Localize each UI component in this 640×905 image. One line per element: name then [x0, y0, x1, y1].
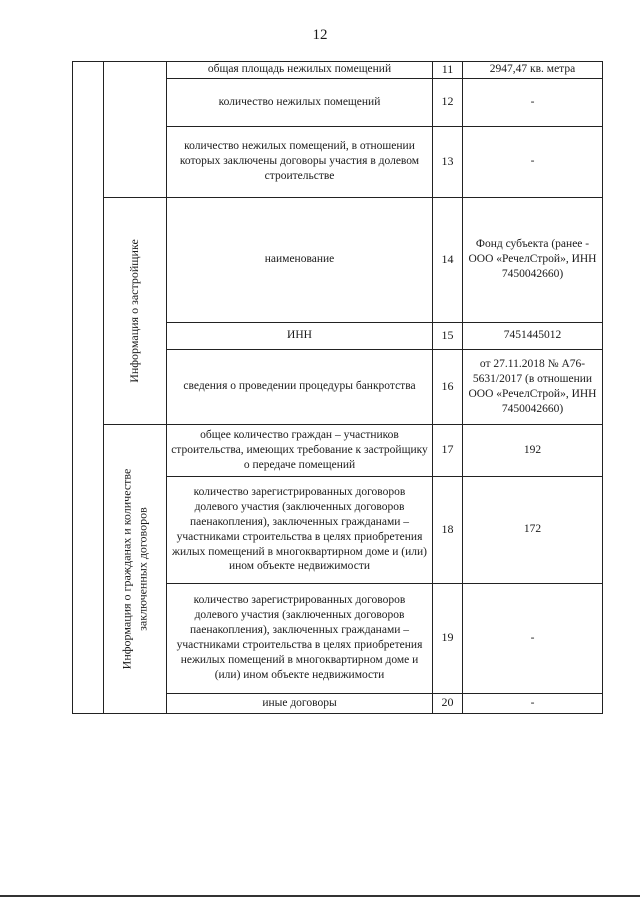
bottom-scan-edge [0, 895, 640, 897]
row-label: количество зарегистрированных договоров долевого участия (заключенных договоров паенакопления), заключенных гражданами – участниками строительства в целях приобретения жилых помещений в многоквартирном доме и (или) ином объекте недвижимости [167, 476, 433, 583]
row-value: от 27.11.2018 № А76-5631/2017 (в отношении ООО «РечелСтрой», ИНН 7450042660) [463, 349, 603, 424]
row-value: - [463, 583, 603, 693]
row-number: 20 [433, 693, 463, 713]
row-number: 13 [433, 126, 463, 197]
row-number: 12 [433, 78, 463, 126]
row-number: 14 [433, 197, 463, 322]
section-citizens-info [104, 424, 167, 713]
row-value: - [463, 78, 603, 126]
table-row [73, 197, 603, 322]
page-number: 12 [312, 27, 328, 43]
row-number: 19 [433, 583, 463, 693]
left-margin-column [73, 62, 104, 714]
row-number: 18 [433, 476, 463, 583]
section-label-line: Информация о гражданах и количестве [119, 468, 134, 669]
row-value: 172 [463, 476, 603, 583]
row-label: ИНН [167, 322, 433, 349]
row-value: 192 [463, 424, 603, 476]
row-label: общее количество граждан – участников строительства, имеющих требование к застройщику о передаче помещений [167, 424, 433, 476]
row-value: 2947,47 кв. метра [463, 62, 603, 79]
row-label: сведения о проведении процедуры банкротства [167, 349, 433, 424]
row-label: количество зарегистрированных договоров долевого участия (заключенных договоров паенакопления), заключенных гражданами – участниками строительства в целях приобретения нежилых помещений в многоквартирном доме и (или) ином объекте недвижимости [167, 583, 433, 693]
row-number: 11 [433, 62, 463, 79]
row-number: 16 [433, 349, 463, 424]
row-label: количество нежилых помещений, в отношении которых заключены договоры участия в долевом строительстве [167, 126, 433, 197]
info-table [72, 61, 603, 714]
row-number: 17 [433, 424, 463, 476]
row-value: Фонд субъекта (ранее - ООО «РечелСтрой», ИНН 7450042660) [463, 197, 603, 322]
row-value: 7451445012 [463, 322, 603, 349]
row-label: наименование [167, 197, 433, 322]
table-row [73, 424, 603, 476]
section-label [119, 468, 150, 669]
row-number: 15 [433, 322, 463, 349]
row-value: - [463, 693, 603, 713]
table-row [73, 62, 603, 79]
row-value: - [463, 126, 603, 197]
section-cell-continued [104, 62, 167, 198]
section-developer-info [104, 197, 167, 424]
row-label: общая площадь нежилых помещений [167, 62, 433, 79]
section-label-line: заключенных договоров [135, 506, 149, 631]
row-label: количество нежилых помещений [167, 78, 433, 126]
section-label: Информация о застройщике [127, 238, 142, 383]
row-label: иные договоры [167, 693, 433, 713]
